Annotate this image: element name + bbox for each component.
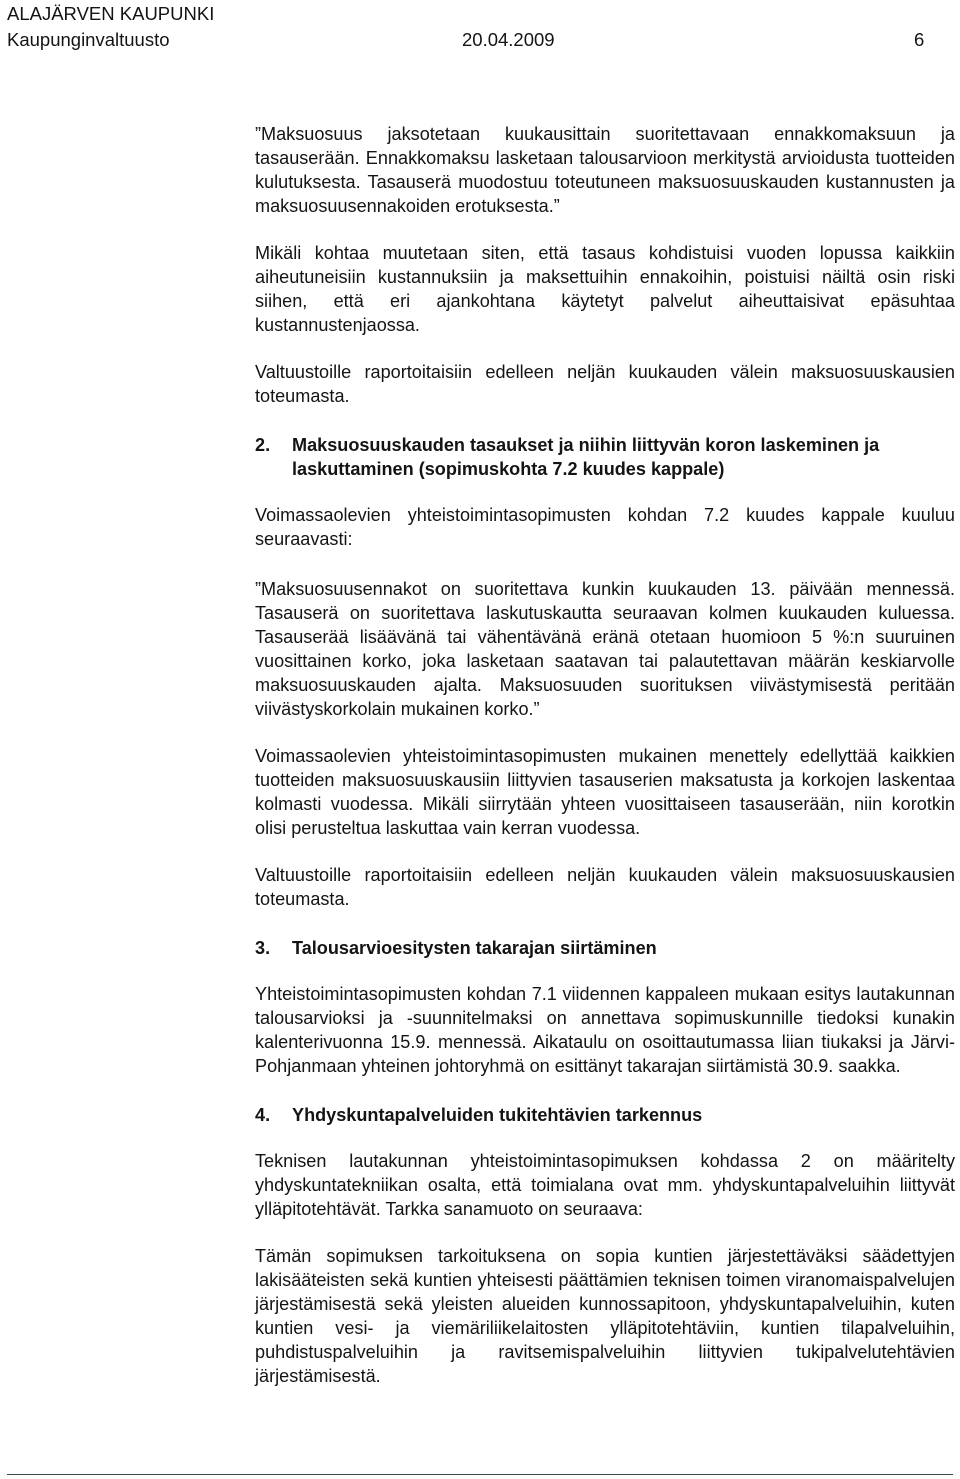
document-body bbox=[255, 122, 955, 1388]
section-2-title: Maksuosuuskauden tasaukset ja niihin liittyvän koron laskeminen ja laskuttaminen (sopimuskohta 7.2 kuudes kappale) bbox=[292, 435, 880, 479]
body-name: Kaupunginvaltuusto bbox=[7, 29, 170, 50]
quote-paragraph-5: ”Maksuosuusennakot on suoritettava kunkin kuukauden 13. päivään mennessä. Tasauserä on suoritettava laskutuskautta seuraavan kolmen kuukauden kuluessa. Tasauserää lisäävänä tai vähentävänä eränä otetaan huomioon 5 %:n suuruinen vuosittainen korko, joka lasketaan saatavan tai palautettavan määrän keskiarvolle maksuosuuskauden ajalta. Maksuosuuden suorituksen viivästymisestä peritään viivästyskorkolain mukainen korko.” bbox=[255, 579, 955, 719]
section-2-heading bbox=[255, 433, 955, 481]
quote-paragraph-1: ”Maksuosuus jaksotetaan kuukausittain suoritettavaan ennakkomaksuun ja tasauserään. Ennakkomaksu lasketaan talousarvioon merkitystä arvioidusta tuotteiden kulutuksesta. Tasauserä muodostuu toteutuneen maksuosuuskauden kustannusten ja maksuosuusennakoiden erotuksesta.” bbox=[255, 124, 955, 216]
paragraph-10: Tämän sopimuksen tarkoituksena on sopia kuntien järjestettäväksi säädettyjen lakisääteisten sekä kuntien yhteisesti päättämien teknisen toimen viranomaispalvelujen järjestämisestä sekä yleisten alueiden kunnossapitoon, yhdyskuntapalveluihin, kuten kuntien vesi- ja viemäriliikelaitosten ylläpitotehtäviin, kuntien tilapalveluihin, puhdistuspalveluihin ja ravitsemispalveluihin liittyvien tukipalvelutehtävien järjestämisestä. bbox=[255, 1246, 955, 1386]
section-4-number: 4. bbox=[255, 1105, 271, 1125]
organization-name: ALAJÄRVEN KAUPUNKI bbox=[7, 3, 215, 24]
paragraph-8: Yhteistoimintasopimusten kohdan 7.1 viidennen kappaleen mukaan esitys lautakunnan talousarvioksi ja -suunnitelmaksi on annettava sopimuskunnille tiedoksi kunakin kalenterivuonna 15.9. mennessä. Aikataulu on osoittautumassa liian tiukaksi ja Järvi-Pohjanmaan yhteinen johtoryhmä on esittänyt takarajan siirtämistä 30.9. saakka. bbox=[255, 984, 955, 1076]
section-2-number: 2. bbox=[255, 435, 271, 455]
footer-rule bbox=[7, 1474, 953, 1475]
section-4-title: Yhdyskuntapalveluiden tukitehtävien tarkennus bbox=[292, 1105, 703, 1125]
page-header bbox=[7, 1, 947, 53]
paragraph-4: Voimassaolevien yhteistoimintasopimusten kohdan 7.2 kuudes kappale kuuluu seuraavasti: bbox=[255, 505, 955, 549]
paragraph-9: Teknisen lautakunnan yhteistoimintasopimuksen kohdassa 2 on määritelty yhdyskuntatekniikan osalta, että toimialana ovat mm. yhdyskuntapalveluihin liittyvät ylläpitotehtävät. Tarkka sanamuoto on seuraava: bbox=[255, 1151, 955, 1219]
paragraph-2: Mikäli kohtaa muutetaan siten, että tasaus kohdistuisi vuoden lopussa kaikkiin aiheutuneisiin kustannuksiin ja maksettuihin ennakoihin, poistuisi näiltä osin riski siihen, että eri ajankohtana käytetyt palvelut aiheuttaisivat epäsuhtaa kustannustenjaossa. bbox=[255, 243, 955, 335]
section-3-number: 3. bbox=[255, 938, 271, 958]
paragraph-3: Valtuustoille raportoitaisiin edelleen neljän kuukauden välein maksuosuuskausien toteumasta. bbox=[255, 362, 955, 406]
meeting-date: 20.04.2009 bbox=[462, 29, 555, 50]
header-row bbox=[7, 27, 947, 53]
paragraph-7: Valtuustoille raportoitaisiin edelleen neljän kuukauden välein maksuosuuskausien toteumasta. bbox=[255, 865, 955, 909]
section-3-heading bbox=[255, 936, 955, 960]
paragraph-6: Voimassaolevien yhteistoimintasopimusten mukainen menettely edellyttää kaikkien tuotteiden maksuosuuskausiin liittyvien tasauserien maksatusta ja korkojen laskentaa kolmasti vuodessa. Mikäli siirrytään yhteen vuosittaiseen tasauserään, niin korotkin olisi perusteltua laskuttaa vain kerran vuodessa. bbox=[255, 746, 955, 838]
page-number: 6 bbox=[914, 29, 925, 50]
section-3-title: Talousarvioesitysten takarajan siirtäminen bbox=[292, 938, 657, 958]
section-4-heading bbox=[255, 1103, 955, 1127]
